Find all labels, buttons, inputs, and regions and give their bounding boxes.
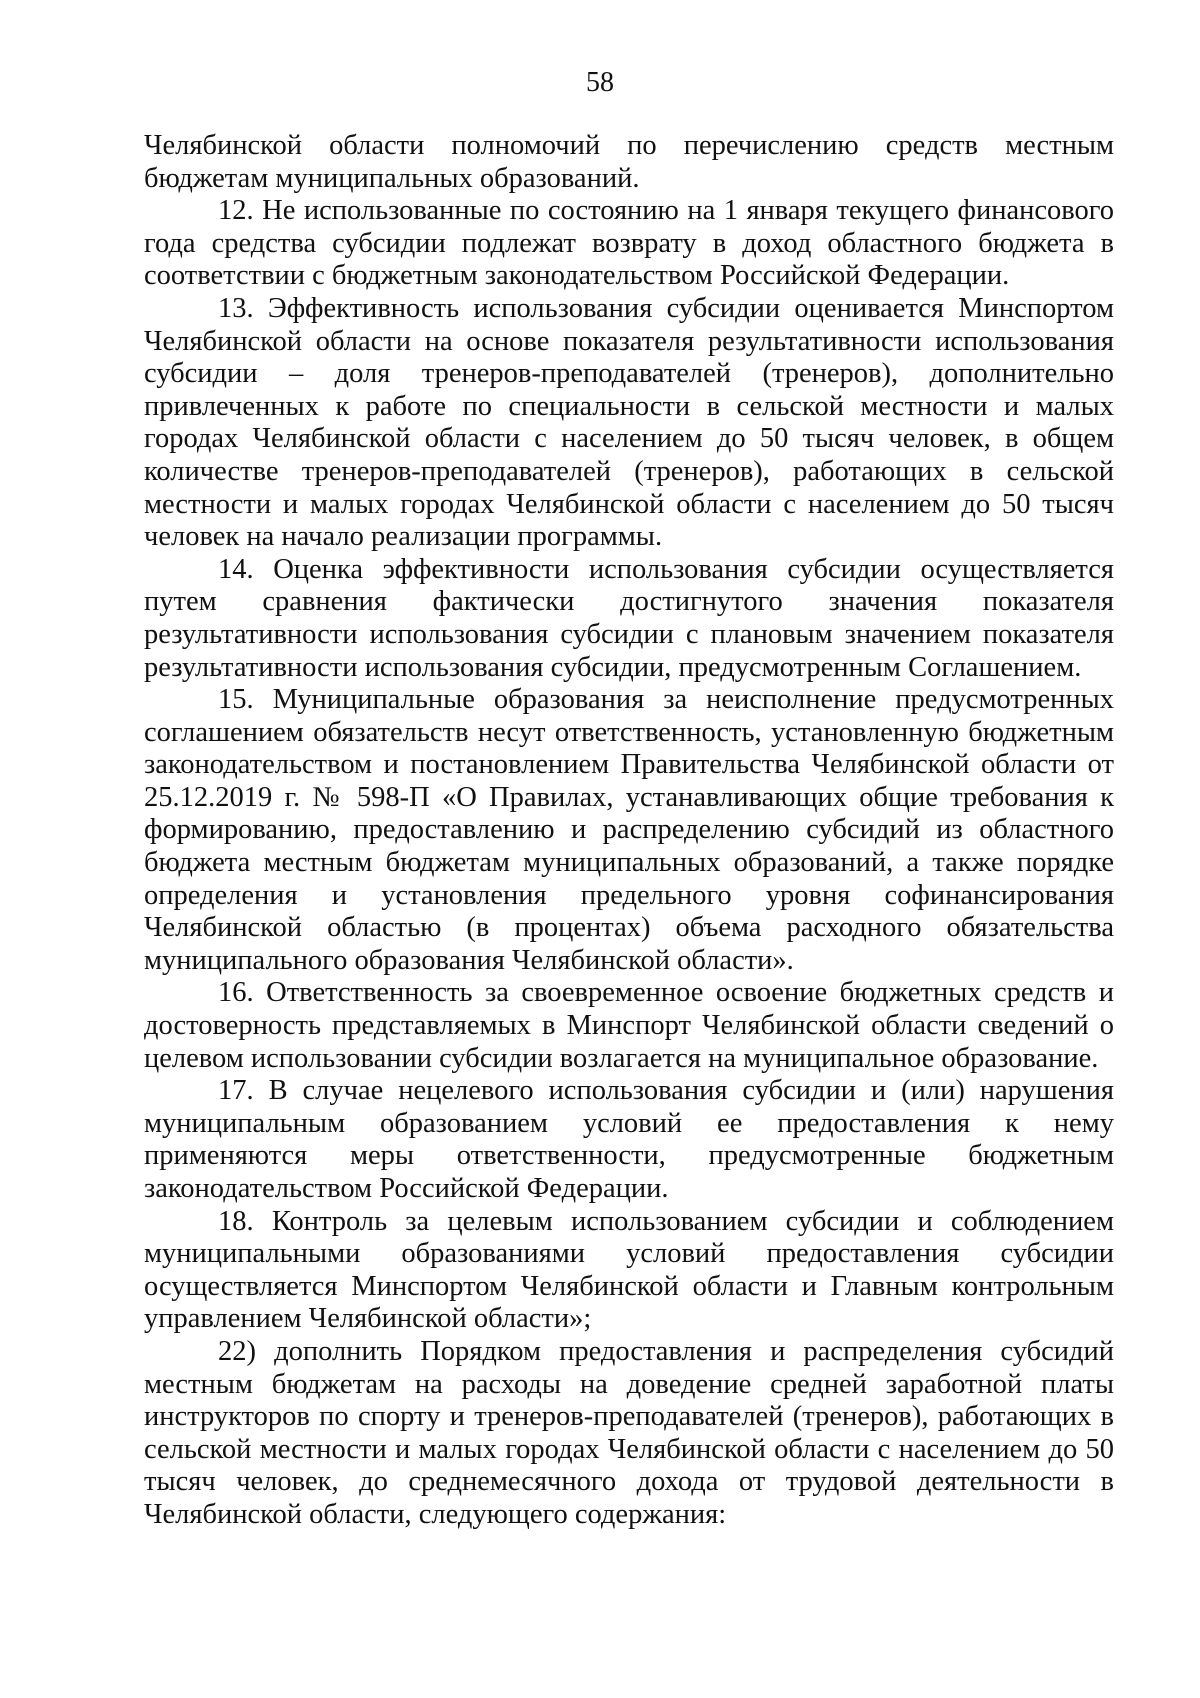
paragraph-continuation: Челябинской области полномочий по перечислению средств местным бюджетам муниципальных образований. <box>144 130 1114 194</box>
paragraph-17: 17. В случае нецелевого использования субсидии и (или) нарушения муниципальным образованием условий ее предоставления к нему применяются меры ответственности, предусмотренные бюджетным законодательством Российской Федерации. <box>144 1075 1114 1204</box>
paragraph-22: 22) дополнить Порядком предоставления и распределения субсидий местным бюджетам на расходы на доведение средней заработной платы инструкторов по спорту и тренеров-преподавателей (тренеров), работающих в сельской местности и малых городах Челябинской области с населением до 50 тысяч человек, до среднемесячного дохода от трудовой деятельности в Челябинской области, следующего содержания: <box>144 1335 1114 1530</box>
paragraph-12: 12. Не использованные по состоянию на 1 января текущего финансового года средства субсидии подлежат возврату в доход областного бюджета в соответствии с бюджетным законодательством Российской Федерации. <box>144 195 1114 292</box>
page-number: 58 <box>586 67 614 98</box>
paragraph-18: 18. Контроль за целевым использованием субсидии и соблюдением муниципальными образованиями условий предоставления субсидии осуществляется Минспортом Челябинской области и Главным контрольным управлением Челябинской области»; <box>144 1205 1114 1335</box>
paragraph-13: 13. Эффективность использования субсидии оценивается Минспортом Челябинской области на основе показателя результативности использования субсидии – доля тренеров-преподавателей (тренеров), дополнительно привлеченных к работе по специальности в сельской местности и малых городах Челябинской области с населением до 50 тысяч человек, в общем количестве тренеров-преподавателей (тренеров), работающих в сельской местности и малых городах Челябинской области с населением до 50 тысяч человек на начало реализации программы. <box>144 292 1114 553</box>
paragraph-16: 16. Ответственность за своевременное освоение бюджетных средств и достоверность представляемых в Минспорт Челябинской области сведений о целевом использовании субсидии возлагается на муниципальное образование. <box>144 977 1114 1074</box>
paragraph-14: 14. Оценка эффективности использования субсидии осуществляется путем сравнения фактически достигнутого значения показателя результативности использования субсидии с плановым значением показателя результативности использования субсидии, предусмотренным Соглашением. <box>144 553 1114 683</box>
paragraph-15: 15. Муниципальные образования за неисполнение предусмотренных соглашением обязательств несут ответственность, установленную бюджетным законодательством и постановлением Правительства Челябинской области от 25.12.2019 г. № 598-П «О Правилах, устанавливающих общие требования к формированию, предоставлению и распределению субсидий из областного бюджета местным бюджетам муниципальных образований, а также порядке определения и установления предельного уровня софинансирования Челябинской областью (в процентах) объема расходного обязательства муниципального образования Челябинской области». <box>144 684 1114 976</box>
document-body <box>144 130 1114 1532</box>
